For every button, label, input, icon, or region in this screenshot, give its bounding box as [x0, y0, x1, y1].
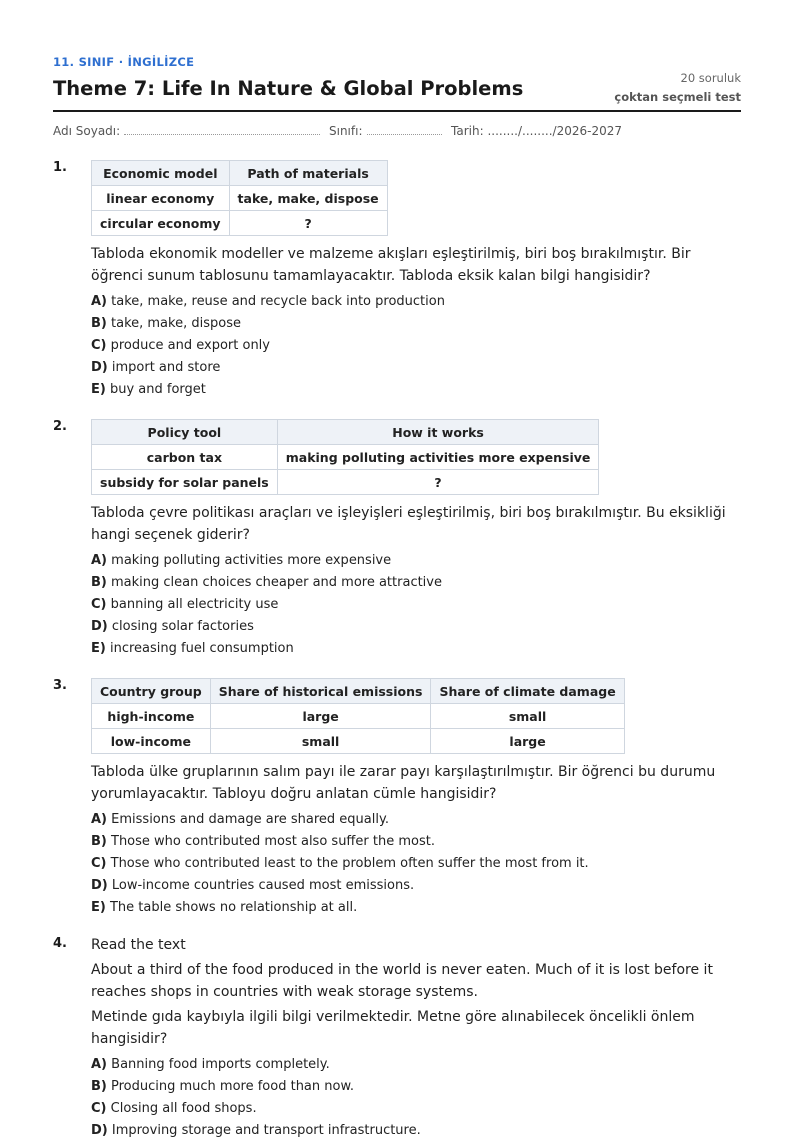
table-header-row — [92, 161, 388, 186]
option-letter: A) — [91, 294, 108, 309]
option-letter: D) — [91, 619, 108, 634]
option-text: Emissions and damage are shared equally. — [111, 812, 389, 827]
option-text: produce and export only — [110, 338, 270, 353]
table-header-cell: Share of climate damage — [431, 679, 624, 704]
option-text: banning all electricity use — [110, 597, 279, 612]
question-number: 1. — [53, 160, 67, 175]
option-letter: B) — [91, 575, 107, 590]
table-row — [92, 704, 625, 729]
question-table — [91, 160, 388, 236]
table-row — [92, 729, 625, 754]
table-row — [92, 211, 388, 236]
answer-options — [91, 550, 741, 660]
table-header-cell: Country group — [92, 679, 211, 704]
table-header-row — [92, 420, 599, 445]
option-b[interactable] — [91, 831, 741, 853]
answer-options — [91, 1054, 741, 1142]
reading-passage: About a third of the food produced in the world is never eaten. Much of it is lost before it reaches shops in countries with weak storage systems. — [91, 962, 713, 1000]
class-blank[interactable] — [367, 124, 442, 135]
table-cell: large — [210, 704, 431, 729]
option-text: take, make, dispose — [111, 316, 241, 331]
question-body — [91, 934, 741, 1142]
date-label: Tarih: — [451, 124, 484, 138]
table-cell: high-income — [92, 704, 211, 729]
option-text: Improving storage and transport infrastructure. — [111, 1123, 421, 1138]
name-label: Adı Soyadı: — [53, 124, 121, 138]
option-text: Those who contributed most also suffer the most. — [111, 834, 435, 849]
answer-options — [91, 291, 741, 401]
option-text: Low-income countries caused most emissions. — [111, 878, 415, 893]
table-header-cell: Share of historical emissions — [210, 679, 431, 704]
question-table — [91, 419, 599, 495]
option-text: making polluting activities more expensive — [111, 553, 392, 568]
option-a[interactable] — [91, 1054, 741, 1076]
option-c[interactable] — [91, 853, 741, 875]
table-header-cell: How it works — [277, 420, 599, 445]
table-row — [92, 186, 388, 211]
class-label: Sınıfı: — [329, 124, 363, 138]
test-type: çoktan seçmeli test — [614, 90, 741, 104]
table-header-cell: Economic model — [92, 161, 230, 186]
question-table — [91, 678, 625, 754]
option-text: Closing all food shops. — [110, 1101, 257, 1116]
option-letter: C) — [91, 338, 107, 353]
table-cell: carbon tax — [92, 445, 278, 470]
option-letter: D) — [91, 1123, 108, 1138]
option-letter: B) — [91, 1079, 107, 1094]
option-letter: B) — [91, 834, 107, 849]
option-e[interactable] — [91, 379, 741, 401]
option-letter: A) — [91, 1057, 108, 1072]
question-body — [91, 678, 741, 919]
table-header-cell: Path of materials — [229, 161, 387, 186]
question-number: 2. — [53, 419, 67, 434]
table-header-row — [92, 679, 625, 704]
table-cell: making polluting activities more expensive — [277, 445, 599, 470]
class-field[interactable] — [329, 124, 442, 138]
option-text: increasing fuel consumption — [109, 641, 294, 656]
table-header-cell: Policy tool — [92, 420, 278, 445]
option-letter: E) — [91, 641, 106, 656]
option-d[interactable] — [91, 616, 741, 638]
option-text: Producing much more food than now. — [111, 1079, 355, 1094]
option-text: making clean choices cheaper and more attractive — [111, 575, 442, 590]
option-text: Those who contributed least to the problem often suffer the most from it. — [110, 856, 589, 871]
table-cell: low-income — [92, 729, 211, 754]
option-c[interactable] — [91, 594, 741, 616]
option-b[interactable] — [91, 1076, 741, 1098]
option-letter: E) — [91, 382, 106, 397]
table-cell: large — [431, 729, 624, 754]
table-cell: small — [210, 729, 431, 754]
option-letter: E) — [91, 900, 106, 915]
option-text: import and store — [111, 360, 221, 375]
option-letter: D) — [91, 878, 108, 893]
answer-options — [91, 809, 741, 919]
option-text: Banning food imports completely. — [111, 1057, 330, 1072]
option-a[interactable] — [91, 291, 741, 313]
header-divider — [53, 110, 741, 112]
table-cell: circular economy — [92, 211, 230, 236]
option-d[interactable] — [91, 1120, 741, 1142]
table-cell: small — [431, 704, 624, 729]
option-text: buy and forget — [109, 382, 206, 397]
page-title: Theme 7: Life In Nature & Global Problems — [53, 77, 524, 100]
option-letter: D) — [91, 360, 108, 375]
question-text: Tabloda ekonomik modeller ve malzeme akışları eşleştirilmiş, biri boş bırakılmıştır. Bir öğrenci sunum tablosunu tamamlayacaktır. Tabloda eksik kalan bilgi hangisidir? — [91, 246, 691, 284]
table-cell: take, make, dispose — [229, 186, 387, 211]
option-e[interactable] — [91, 638, 741, 660]
name-field[interactable] — [53, 124, 320, 138]
table-row — [92, 470, 599, 495]
question-text: Metinde gıda kaybıyla ilgili bilgi verilmektedir. Metne göre alınabilecek öncelikli önlem hangisidir? — [91, 1009, 695, 1047]
table-cell: ? — [229, 211, 387, 236]
option-letter: A) — [91, 812, 108, 827]
option-letter: B) — [91, 316, 107, 331]
date-value: ......../......../2026-2027 — [487, 124, 622, 138]
option-a[interactable] — [91, 809, 741, 831]
question-text: Tabloda çevre politikası araçları ve işleyişleri eşleştirilmiş, biri boş bırakılmıştır. Bu eksikliği hangi seçenek giderir? — [91, 505, 726, 543]
option-a[interactable] — [91, 550, 741, 572]
table-cell: linear economy — [92, 186, 230, 211]
question-number: 3. — [53, 678, 67, 693]
option-letter: A) — [91, 553, 108, 568]
question-text: Tabloda ülke gruplarının salım payı ile zarar payı karşılaştırılmıştır. Bir öğrenci bu durumu yorumlayacaktır. Tabloyu doğru anlatan cümle hangisidir? — [91, 764, 716, 802]
question-body — [91, 160, 741, 401]
table-cell: subsidy for solar panels — [92, 470, 278, 495]
option-c[interactable] — [91, 1098, 741, 1120]
option-d[interactable] — [91, 357, 741, 379]
option-e[interactable] — [91, 897, 741, 919]
course-label: 11. SINIF · İNGİLİZCE — [53, 55, 195, 69]
option-b[interactable] — [91, 313, 741, 335]
table-cell: ? — [277, 470, 599, 495]
table-row — [92, 445, 599, 470]
option-text: closing solar factories — [111, 619, 254, 634]
option-text: take, make, reuse and recycle back into production — [111, 294, 445, 309]
question-intro: Read the text — [91, 937, 186, 953]
option-b[interactable] — [91, 572, 741, 594]
option-text: The table shows no relationship at all. — [109, 900, 358, 915]
option-c[interactable] — [91, 335, 741, 357]
question-count: 20 soruluk — [680, 71, 741, 85]
option-d[interactable] — [91, 875, 741, 897]
option-letter: C) — [91, 1101, 107, 1116]
date-field[interactable] — [451, 124, 622, 138]
option-letter: C) — [91, 597, 107, 612]
question-number: 4. — [53, 936, 67, 951]
question-body — [91, 419, 741, 660]
option-letter: C) — [91, 856, 107, 871]
name-blank[interactable] — [124, 124, 320, 135]
